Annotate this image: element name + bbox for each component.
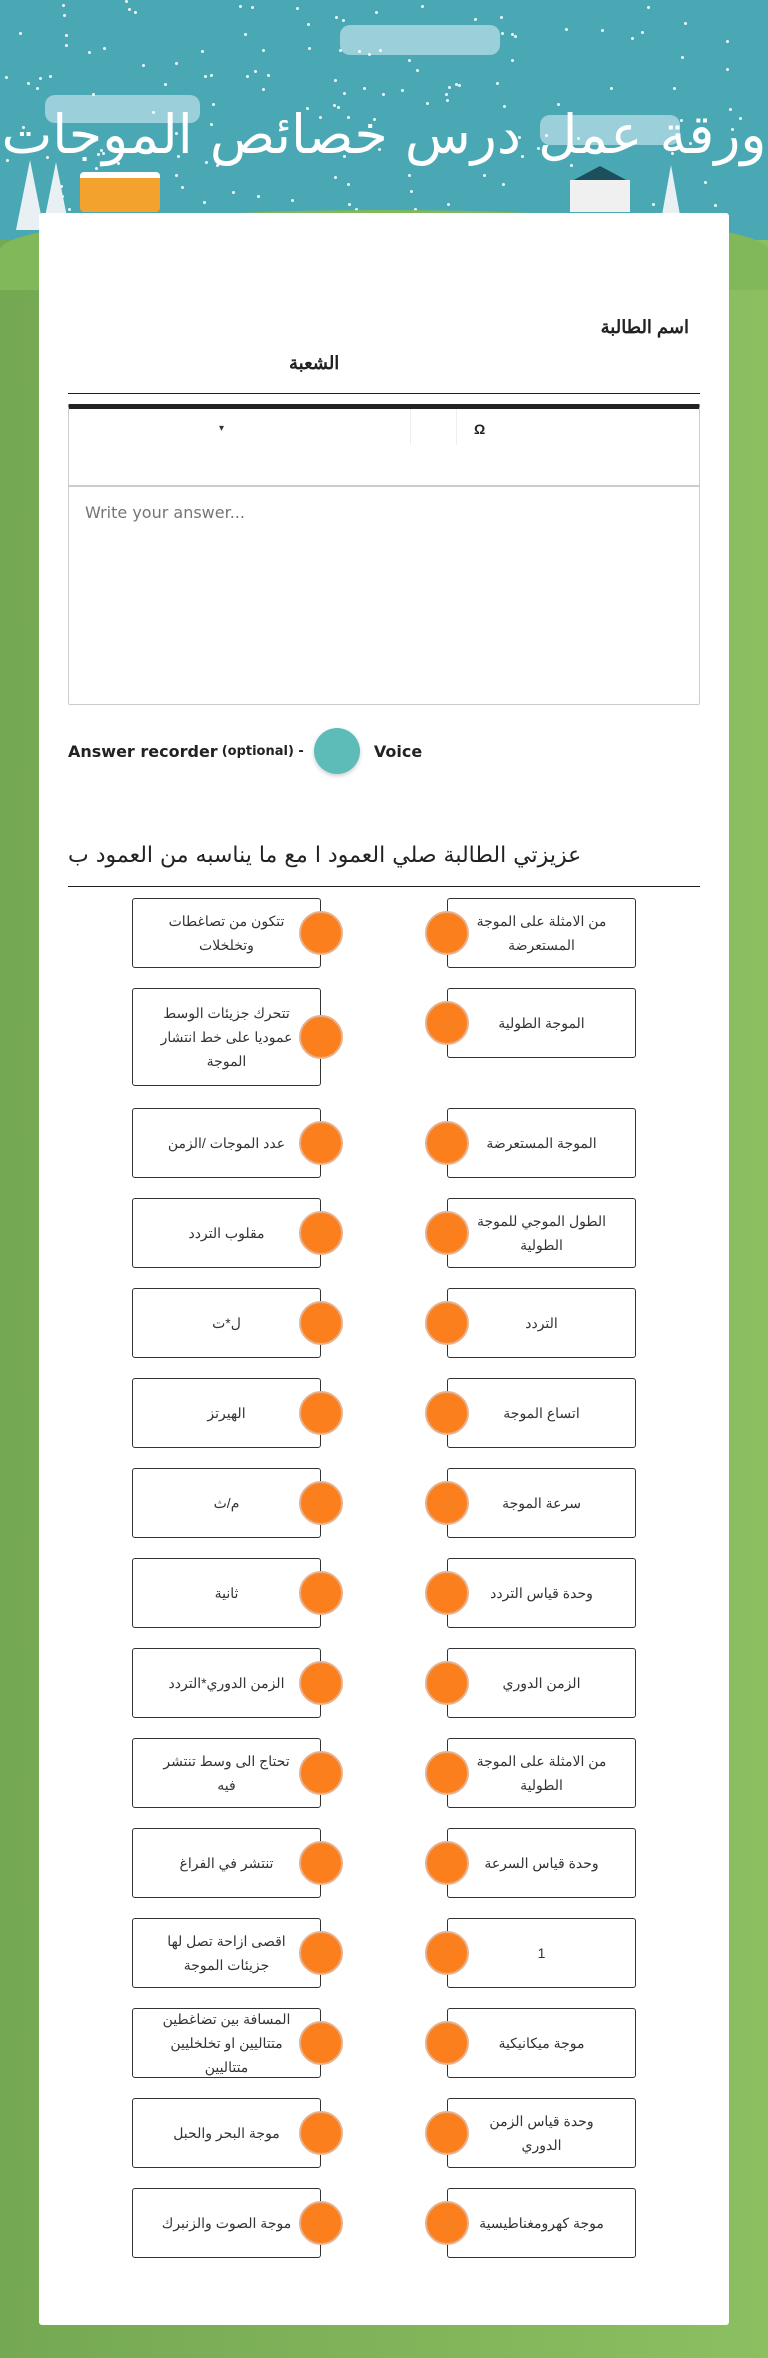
snowflake-decoration bbox=[500, 16, 503, 19]
connector-dot-b[interactable] bbox=[299, 1301, 343, 1345]
snowflake-decoration bbox=[483, 174, 486, 177]
snowflake-decoration bbox=[203, 201, 206, 204]
snowflake-decoration bbox=[448, 86, 451, 89]
matching-row bbox=[39, 1918, 729, 1988]
dropdown-icon[interactable]: ▾ bbox=[219, 423, 225, 434]
column-a-item bbox=[447, 1918, 636, 1988]
item-text: موجة الصوت والزنبرك bbox=[161, 2215, 292, 2231]
snowflake-decoration bbox=[244, 33, 247, 36]
connector-dot-b[interactable] bbox=[299, 911, 343, 955]
snowflake-decoration bbox=[19, 32, 22, 35]
snowflake-decoration bbox=[565, 28, 568, 31]
snowflake-decoration bbox=[232, 191, 235, 194]
column-a-item bbox=[447, 1738, 636, 1808]
matching-row bbox=[39, 1558, 729, 1628]
item-text: تتكون من تصاغطات وتخلخلات bbox=[168, 913, 285, 953]
snowflake-decoration bbox=[610, 87, 613, 90]
connector-dot-a[interactable] bbox=[425, 1751, 469, 1795]
matching-row bbox=[39, 988, 729, 1086]
item-text: ل*ت bbox=[212, 1315, 241, 1331]
snowflake-decoration bbox=[296, 7, 299, 10]
snowflake-decoration bbox=[175, 62, 178, 65]
matching-row bbox=[39, 2188, 729, 2258]
recorder-label: Answer recorder bbox=[68, 741, 218, 761]
snowflake-decoration bbox=[496, 82, 499, 85]
snowflake-decoration bbox=[251, 6, 254, 9]
snowflake-decoration bbox=[308, 47, 311, 50]
matching-row bbox=[39, 1108, 729, 1178]
snowflake-decoration bbox=[641, 31, 644, 34]
voice-label: Voice bbox=[373, 741, 423, 761]
record-button[interactable] bbox=[314, 728, 360, 774]
item-text: الزمن الدوري*التردد bbox=[168, 1675, 285, 1691]
tree-decoration bbox=[662, 165, 680, 215]
snowflake-decoration bbox=[445, 93, 448, 96]
snowflake-decoration bbox=[27, 82, 30, 85]
column-b-item bbox=[132, 1738, 321, 1808]
snowflake-decoration bbox=[262, 49, 265, 52]
snowflake-decoration bbox=[39, 77, 42, 80]
item-text: الموجة الطولية bbox=[498, 1015, 585, 1031]
snowflake-decoration bbox=[684, 22, 687, 25]
item-text: تنتشر في الفراغ bbox=[179, 1855, 274, 1871]
snowflake-decoration bbox=[416, 69, 419, 72]
snowflake-decoration bbox=[681, 56, 684, 59]
snowflake-decoration bbox=[65, 34, 68, 37]
item-text: تتحرك جزيئات الوسط عموديا على خط انتشار الموجة bbox=[160, 1005, 293, 1069]
snowflake-decoration bbox=[62, 4, 65, 7]
snowflake-decoration bbox=[401, 89, 404, 92]
item-text: موجة كهرومغناطيسية bbox=[479, 2215, 604, 2231]
matching-row bbox=[39, 1648, 729, 1718]
snowflake-decoration bbox=[103, 47, 106, 50]
item-text: موجة ميكانيكية bbox=[498, 2035, 585, 2051]
snowflake-decoration bbox=[601, 29, 604, 32]
snowflake-decoration bbox=[164, 83, 167, 86]
item-text: من الامثلة على الموجة الطولية bbox=[476, 1753, 607, 1793]
snowflake-decoration bbox=[714, 204, 717, 207]
snowflake-decoration bbox=[262, 88, 265, 91]
snowflake-decoration bbox=[410, 190, 413, 193]
snowflake-decoration bbox=[307, 23, 310, 26]
snowflake-decoration bbox=[502, 183, 505, 186]
column-a-item bbox=[447, 1108, 636, 1178]
snowflake-decoration bbox=[254, 70, 257, 73]
snowflake-decoration bbox=[5, 76, 8, 79]
matching-row bbox=[39, 898, 729, 968]
snowflake-decoration bbox=[458, 84, 461, 87]
column-a-item bbox=[447, 898, 636, 968]
snowflake-decoration bbox=[239, 5, 242, 8]
connector-dot-a[interactable] bbox=[425, 1001, 469, 1045]
item-text: المسافة بين تضاغطين متتاليين او تخلخليين متتاليين bbox=[162, 2011, 291, 2075]
column-a-item bbox=[447, 2008, 636, 2078]
snowflake-decoration bbox=[652, 203, 655, 206]
column-b-item bbox=[132, 1378, 321, 1448]
snowflake-decoration bbox=[348, 203, 351, 206]
column-b-item bbox=[132, 1648, 321, 1718]
connector-dot-a[interactable] bbox=[425, 1121, 469, 1165]
snowflake-decoration bbox=[673, 87, 676, 90]
snowflake-decoration bbox=[726, 40, 729, 43]
connector-dot-b[interactable] bbox=[299, 1121, 343, 1165]
column-a-item bbox=[447, 988, 636, 1058]
special-character-icon[interactable]: Ω bbox=[474, 421, 486, 437]
snowflake-decoration bbox=[36, 87, 39, 90]
column-a-item bbox=[447, 1648, 636, 1718]
connector-dot-b[interactable] bbox=[299, 1661, 343, 1705]
connector-dot-a[interactable] bbox=[425, 1211, 469, 1255]
column-a-item bbox=[447, 1288, 636, 1358]
connector-dot-a[interactable] bbox=[425, 2201, 469, 2245]
matching-row bbox=[39, 1288, 729, 1358]
item-text: 1 bbox=[537, 1945, 546, 1961]
matching-row bbox=[39, 1378, 729, 1448]
item-text: اقصى ازاحة تصل لها جزيئات الموجة bbox=[167, 1933, 286, 1973]
matching-row bbox=[39, 2008, 729, 2078]
connector-dot-b[interactable] bbox=[299, 1931, 343, 1975]
column-b-item bbox=[132, 1828, 321, 1898]
connector-dot-b[interactable] bbox=[299, 1751, 343, 1795]
item-text: عدد الموجات /الزمن bbox=[167, 1135, 286, 1151]
column-a-item bbox=[447, 1828, 636, 1898]
snowflake-decoration bbox=[201, 50, 204, 53]
column-b-item bbox=[132, 2098, 321, 2168]
column-a-item bbox=[447, 1468, 636, 1538]
snowflake-decoration bbox=[181, 186, 184, 189]
connector-dot-a[interactable] bbox=[425, 1391, 469, 1435]
snowflake-decoration bbox=[408, 174, 411, 177]
item-text: الموجة المستعرضة bbox=[486, 1135, 597, 1151]
column-b-item bbox=[132, 1558, 321, 1628]
answer-editor bbox=[68, 404, 700, 705]
snowflake-decoration bbox=[704, 181, 707, 184]
connector-dot-b[interactable] bbox=[299, 2021, 343, 2065]
snowflake-decoration bbox=[65, 44, 68, 47]
matching-row bbox=[39, 1738, 729, 1808]
item-text: وحدة قياس التردد bbox=[490, 1585, 593, 1601]
connector-dot-a[interactable] bbox=[425, 1841, 469, 1885]
bus-decoration bbox=[80, 172, 160, 212]
cloud-decoration bbox=[340, 25, 500, 55]
snowflake-decoration bbox=[408, 59, 411, 62]
item-text: موجة البحر والحبل bbox=[173, 2125, 280, 2141]
snowflake-decoration bbox=[246, 75, 249, 78]
item-text: وحدة قياس السرعة bbox=[484, 1855, 599, 1871]
snowflake-decoration bbox=[514, 35, 517, 38]
snowflake-decoration bbox=[647, 6, 650, 9]
answer-recorder bbox=[68, 728, 422, 774]
connector-dot-b[interactable] bbox=[299, 2201, 343, 2245]
snowflake-decoration bbox=[142, 64, 145, 67]
recorder-optional: (optional) - bbox=[221, 743, 304, 759]
column-b-item bbox=[132, 988, 321, 1086]
snowflake-decoration bbox=[49, 75, 52, 78]
matching-row bbox=[39, 1198, 729, 1268]
snowflake-decoration bbox=[363, 87, 366, 90]
snowflake-decoration bbox=[511, 59, 514, 62]
snowflake-decoration bbox=[267, 74, 270, 77]
snowflake-decoration bbox=[447, 203, 450, 206]
column-b-item bbox=[132, 2008, 321, 2078]
section-label: الشعبة bbox=[289, 353, 340, 373]
item-text: اتساع الموجة bbox=[503, 1405, 580, 1421]
connector-dot-b[interactable] bbox=[299, 1391, 343, 1435]
column-b-item bbox=[132, 1198, 321, 1268]
item-text: التردد bbox=[525, 1315, 558, 1331]
column-a-item bbox=[447, 1558, 636, 1628]
connector-dot-a[interactable] bbox=[425, 2021, 469, 2065]
column-b-item bbox=[132, 2188, 321, 2258]
item-text: الطول الموجي للموجة الطولية bbox=[476, 1213, 606, 1253]
matching-list bbox=[39, 898, 729, 2278]
snowflake-decoration bbox=[382, 93, 385, 96]
item-text: ثانية bbox=[214, 1585, 239, 1601]
item-text: من الامثلة على الموجة المستعرضة bbox=[476, 913, 607, 953]
divider bbox=[68, 393, 700, 394]
worksheet-card bbox=[39, 213, 729, 2325]
connector-dot-b[interactable] bbox=[299, 1211, 343, 1255]
connector-dot-b[interactable] bbox=[299, 1841, 343, 1885]
snowflake-decoration bbox=[343, 92, 346, 95]
item-text: سرعة الموجة bbox=[502, 1495, 581, 1511]
item-text: مقلوب التردد bbox=[188, 1225, 265, 1241]
snowflake-decoration bbox=[375, 11, 378, 14]
column-b-item bbox=[132, 1468, 321, 1538]
snowflake-decoration bbox=[128, 8, 131, 11]
item-text: الهيرتز bbox=[207, 1405, 246, 1421]
matching-row bbox=[39, 1468, 729, 1538]
column-a-item bbox=[447, 2188, 636, 2258]
connector-dot-b[interactable] bbox=[299, 1571, 343, 1615]
connector-dot-a[interactable] bbox=[425, 1661, 469, 1705]
connector-dot-b[interactable] bbox=[299, 1015, 343, 1059]
snowflake-decoration bbox=[291, 199, 294, 202]
connector-dot-a[interactable] bbox=[425, 911, 469, 955]
column-b-item bbox=[132, 1918, 321, 1988]
header-banner bbox=[0, 0, 768, 240]
matching-row bbox=[39, 2098, 729, 2168]
connector-dot-a[interactable] bbox=[425, 1481, 469, 1525]
page-title: ورقة عمل درس خصائص الموجات bbox=[1, 103, 767, 166]
item-text: تحتاج الى وسط تنتشر فيه bbox=[163, 1753, 290, 1793]
column-a-item bbox=[447, 1198, 636, 1268]
snowflake-decoration bbox=[134, 11, 137, 14]
connector-dot-a[interactable] bbox=[425, 2111, 469, 2155]
snowflake-decoration bbox=[339, 49, 342, 52]
column-a-item bbox=[447, 1378, 636, 1448]
snowflake-decoration bbox=[347, 183, 350, 186]
instruction-text: عزيزتي الطالبة صلي العمود ا مع ما يناسبه من العمود ب bbox=[68, 843, 582, 868]
snowflake-decoration bbox=[334, 176, 337, 179]
matching-instruction bbox=[68, 843, 700, 868]
snowflake-decoration bbox=[421, 5, 424, 8]
snowflake-decoration bbox=[125, 0, 128, 3]
column-b-item bbox=[132, 898, 321, 968]
divider bbox=[68, 886, 700, 887]
item-text: وحدة قياس الزمن الدوري bbox=[489, 2113, 594, 2153]
column-a-item bbox=[447, 2098, 636, 2168]
toolbar-separator bbox=[410, 409, 411, 445]
snowflake-decoration bbox=[63, 14, 66, 17]
snowflake-decoration bbox=[210, 74, 213, 77]
toolbar-separator bbox=[456, 409, 457, 445]
student-name-label: اسم الطالبة bbox=[600, 317, 689, 337]
snowflake-decoration bbox=[334, 79, 337, 82]
snowflake-decoration bbox=[726, 68, 729, 71]
snowflake-decoration bbox=[511, 33, 514, 36]
snowflake-decoration bbox=[204, 75, 207, 78]
snowflake-decoration bbox=[175, 174, 178, 177]
matching-row bbox=[39, 1828, 729, 1898]
column-b-item bbox=[132, 1288, 321, 1358]
connector-dot-b[interactable] bbox=[299, 2111, 343, 2155]
connector-dot-b[interactable] bbox=[299, 1481, 343, 1525]
house-decoration bbox=[570, 180, 630, 212]
connector-dot-a[interactable] bbox=[425, 1931, 469, 1975]
connector-dot-a[interactable] bbox=[425, 1301, 469, 1345]
editor-toolbar bbox=[69, 409, 699, 487]
snowflake-decoration bbox=[358, 50, 361, 53]
snowflake-decoration bbox=[342, 19, 345, 22]
snowflake-decoration bbox=[474, 18, 477, 21]
snowflake-decoration bbox=[631, 37, 634, 40]
snowflake-decoration bbox=[335, 16, 338, 19]
snowflake-decoration bbox=[257, 195, 260, 198]
column-b-item bbox=[132, 1108, 321, 1178]
snowflake-decoration bbox=[88, 51, 91, 54]
connector-dot-a[interactable] bbox=[425, 1571, 469, 1615]
item-text: الزمن الدوري bbox=[502, 1675, 581, 1691]
answer-input[interactable] bbox=[69, 487, 699, 701]
snowflake-decoration bbox=[501, 32, 504, 35]
item-text: م/ث bbox=[213, 1495, 240, 1511]
